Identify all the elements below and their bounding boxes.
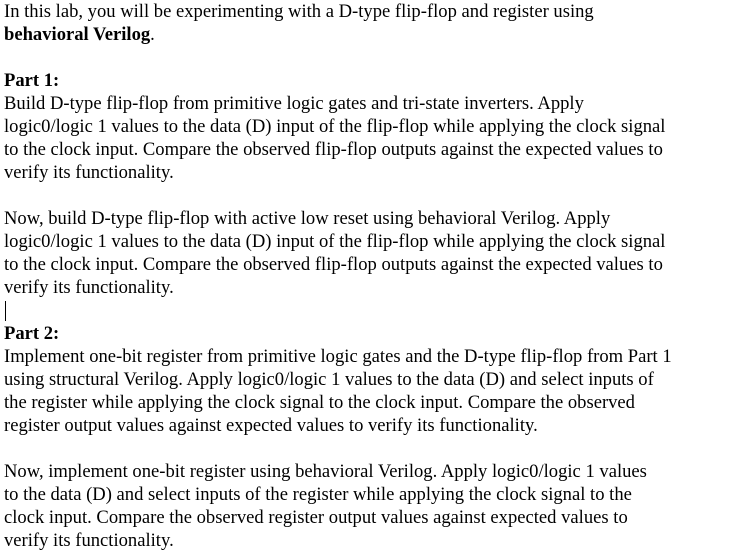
part2-para1-line-4: register output values against expected values to verify its functionality.: [4, 415, 538, 436]
text-cursor-line[interactable]: [4, 299, 732, 322]
intro-line-2: [4, 23, 732, 46]
part2-para2-line-4: verify its functionality.: [4, 530, 174, 551]
intro-line-2-tail: .: [150, 24, 155, 45]
text-cursor: [5, 301, 6, 321]
part1-para1-line-2: logic0/logic 1 values to the data (D) input of the flip-flop while applying the clock signal: [4, 116, 666, 137]
part1-para2-line-1: Now, build D-type flip-flop with active low reset using behavioral Verilog. Apply: [4, 208, 611, 229]
blank-line: [4, 46, 732, 69]
part1-heading: Part 1:: [4, 70, 60, 91]
part2-para1-line-2: using structural Verilog. Apply logic0/logic 1 values to the data (D) and select inputs of: [4, 369, 654, 390]
part2-para1-line-3: the register while applying the clock signal to the clock input. Compare the observed: [4, 392, 635, 413]
blank-line: [4, 437, 732, 460]
part1-para1-line-1: Build D-type flip-flop from primitive logic gates and tri-state inverters. Apply: [4, 93, 584, 114]
part2-para1-line-1: Implement one-bit register from primitive logic gates and the D-type flip-flop from Part 1: [4, 346, 672, 367]
part1-para2-line-2: logic0/logic 1 values to the data (D) input of the flip-flop while applying the clock signal: [4, 231, 666, 252]
intro-line-1: In this lab, you will be experimenting with a D-type flip-flop and register using: [4, 1, 594, 22]
part1-para2-line-4: verify its functionality.: [4, 277, 174, 298]
part2-para2-line-2: to the data (D) and select inputs of the register while applying the clock signal to the: [4, 484, 632, 505]
blank-line: [4, 184, 732, 207]
part2-heading: Part 2:: [4, 323, 60, 344]
document-body[interactable]: [4, 0, 732, 552]
part2-para2-line-3: clock input. Compare the observed register output values against expected values to: [4, 507, 628, 528]
intro-bold-text: behavioral Verilog: [4, 24, 151, 45]
part1-para2-line-3: to the clock input. Compare the observed flip-flop outputs against the expected values to: [4, 254, 663, 275]
part2-para2-line-1: Now, implement one-bit register using behavioral Verilog. Apply logic0/logic 1 values: [4, 461, 647, 482]
part1-para1-line-4: verify its functionality.: [4, 162, 174, 183]
part1-para1-line-3: to the clock input. Compare the observed flip-flop outputs against the expected values to: [4, 139, 663, 160]
